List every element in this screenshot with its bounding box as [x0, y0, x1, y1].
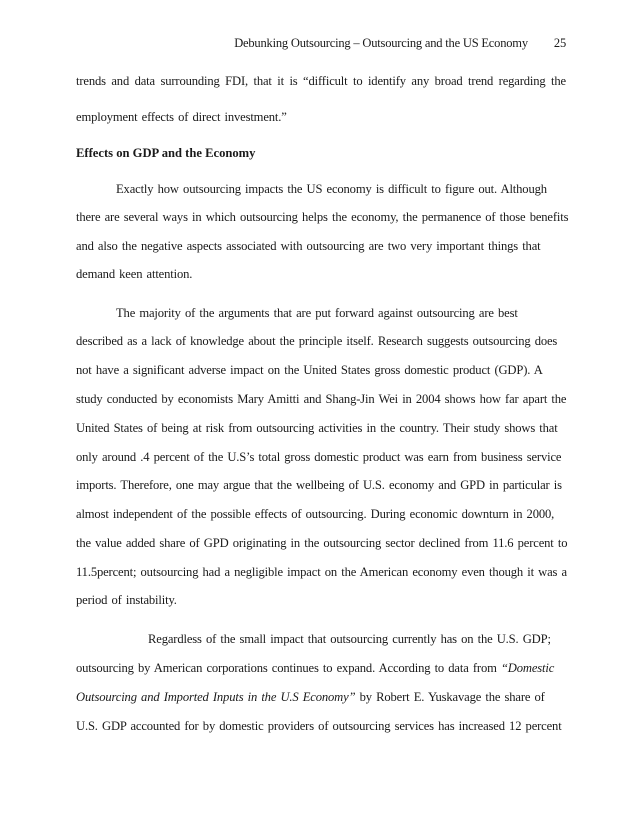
text-line: not have a significant adverse impact on the United States gross domestic product (GDP). A — [76, 363, 543, 377]
running-header — [0, 36, 566, 51]
text-line: demand keen attention. — [76, 267, 193, 281]
italic-citation: “Domestic — [500, 661, 555, 675]
text-line: study conducted by economists Mary Amitti and Shang-Jin Wei in 2004 shows how far apart the — [76, 392, 567, 406]
text-line: period of instability. — [76, 593, 177, 607]
text-line: imports. Therefore, one may argue that the wellbeing of U.S. economy and GPD in particular is — [76, 478, 562, 492]
text-line: 11.5percent; outsourcing had a negligible impact on the American economy even though it was a — [76, 565, 567, 579]
text-line: there are several ways in which outsourcing helps the economy, the permanence of those benefits — [76, 210, 569, 224]
text-run: by Robert E. Yuskavage the share of — [359, 690, 545, 704]
text-line: described as a lack of knowledge about the principle itself. Research suggests outsourcing does — [76, 334, 558, 348]
text-line: The majority of the arguments that are put forward against outsourcing are best — [116, 306, 518, 320]
text-line: the value added share of GPD originating in the outsourcing sector declined from 11.6 percent to — [76, 536, 568, 550]
text-line — [76, 660, 566, 676]
text-run: outsourcing by American corporations continues to expand. According to data from — [76, 661, 497, 675]
text-line: trends and data surrounding FDI, that it is “difficult to identify any broad trend regarding the — [76, 74, 566, 88]
text-line: United States of being at risk from outsourcing activities in the country. Their study shows that — [76, 421, 558, 435]
text-line: only around .4 percent of the U.S’s total gross domestic product was earn from business service — [76, 450, 562, 464]
running-title: Debunking Outsourcing – Outsourcing and the US Economy — [234, 36, 528, 50]
text-line: employment effects of direct investment.” — [76, 110, 287, 124]
text-line — [76, 689, 566, 705]
page-number: 25 — [553, 36, 566, 50]
text-line: Exactly how outsourcing impacts the US economy is difficult to figure out. Although — [116, 182, 547, 196]
italic-citation: Outsourcing and Imported Inputs in the U.S Economy” — [76, 690, 356, 704]
section-heading: Effects on GDP and the Economy — [76, 146, 256, 160]
text-line: almost independent of the possible effects of outsourcing. During economic downturn in 2000, — [76, 507, 555, 521]
text-line: and also the negative aspects associated with outsourcing are two very important things that — [76, 239, 541, 253]
text-line: Regardless of the small impact that outsourcing currently has on the U.S. GDP; — [148, 632, 551, 646]
text-line: U.S. GDP accounted for by domestic providers of outsourcing services has increased 12 percent — [76, 719, 562, 733]
